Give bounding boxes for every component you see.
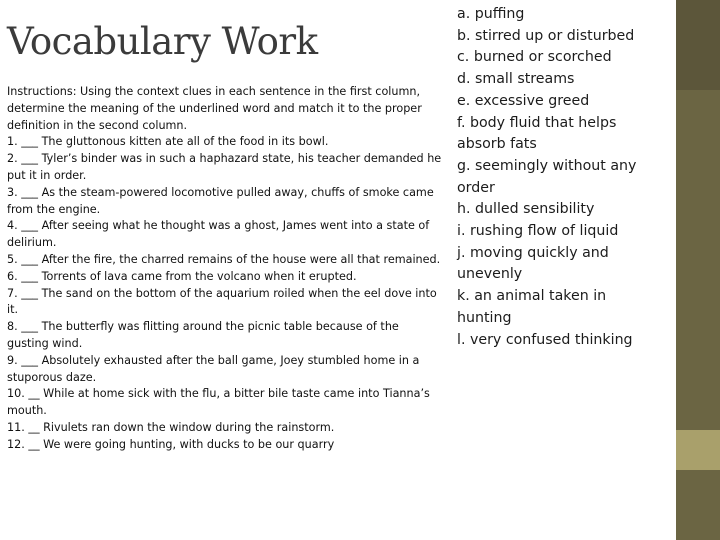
sentence-item: 8. ___ The butterfly was flitting around the picnic table because of the gusting wind.: [7, 320, 399, 350]
definition-item: f. body fluid that helps absorb fats: [457, 114, 617, 153]
decor-stripe-light: [676, 430, 720, 470]
sentence-item: 1. ___ The gluttonous kitten ate all of the food in its bowl.: [7, 135, 329, 149]
definition-item: b. stirred up or disturbed: [457, 27, 635, 44]
sentence-item: 12. __ We were going hunting, with ducks to be our quarry: [7, 437, 335, 451]
sentence-item: 6. ___ Torrents of lava came from the volcano when it erupted.: [7, 269, 357, 283]
definition-item: g. seemingly without any order: [457, 157, 637, 196]
definition-item: i. rushing flow of liquid: [457, 223, 619, 240]
definition-item: l. very confused thinking: [457, 331, 633, 348]
definition-item: e. excessive greed: [457, 92, 590, 109]
sentence-item: 10. __ While at home sick with the flu, a bitter bile taste came into Tianna’s mouth.: [7, 387, 430, 418]
sentence-item: 4. ___ After seeing what he thought was a ghost, James went into a state of delirium.: [7, 219, 430, 250]
definition-item: k. an animal taken in hunting: [457, 288, 607, 326]
sentence-item: 9. ___ Absolutely exhausted after the ball game, Joey stumbled home in a stuporous daze.: [7, 353, 420, 384]
slide-title: Vocabulary Work: [7, 20, 318, 63]
definition-item: j. moving quickly and unevenly: [457, 244, 609, 283]
sentence-item: 3. ___ As the steam-powered locomotive pulled away, chuffs of smoke came from the engine.: [7, 185, 434, 216]
sentence-item: 2. ___ Tyler’s binder was in such a haphazard state, his teacher demanded he put it in order.: [7, 152, 442, 182]
instructions-text: Instructions: Using the context clues in each sentence in the first column, determine the meaning of the underlined word and match it to the proper definition in the second column.: [7, 85, 422, 132]
definition-item: c. burned or scorched: [457, 49, 612, 66]
definition-item: a. puffing: [457, 6, 525, 22]
sentence-item: 7. ___ The sand on the bottom of the aquarium roiled when the eel dove into it.: [7, 286, 437, 317]
instructions-block: [7, 84, 443, 454]
definition-item: d. small streams: [457, 71, 575, 88]
definitions-list: [457, 4, 657, 351]
sentence-item: 5. ___ After the fire, the charred remains of the house were all that remained.: [7, 252, 441, 266]
sentence-item: 11. __ Rivulets ran down the window during the rainstorm.: [7, 420, 335, 434]
decor-stripe-top: [676, 0, 720, 90]
definition-item: h. dulled sensibility: [457, 201, 595, 218]
decor-stripe-bottom: [676, 470, 720, 540]
decor-stripe-mid: [676, 90, 720, 430]
